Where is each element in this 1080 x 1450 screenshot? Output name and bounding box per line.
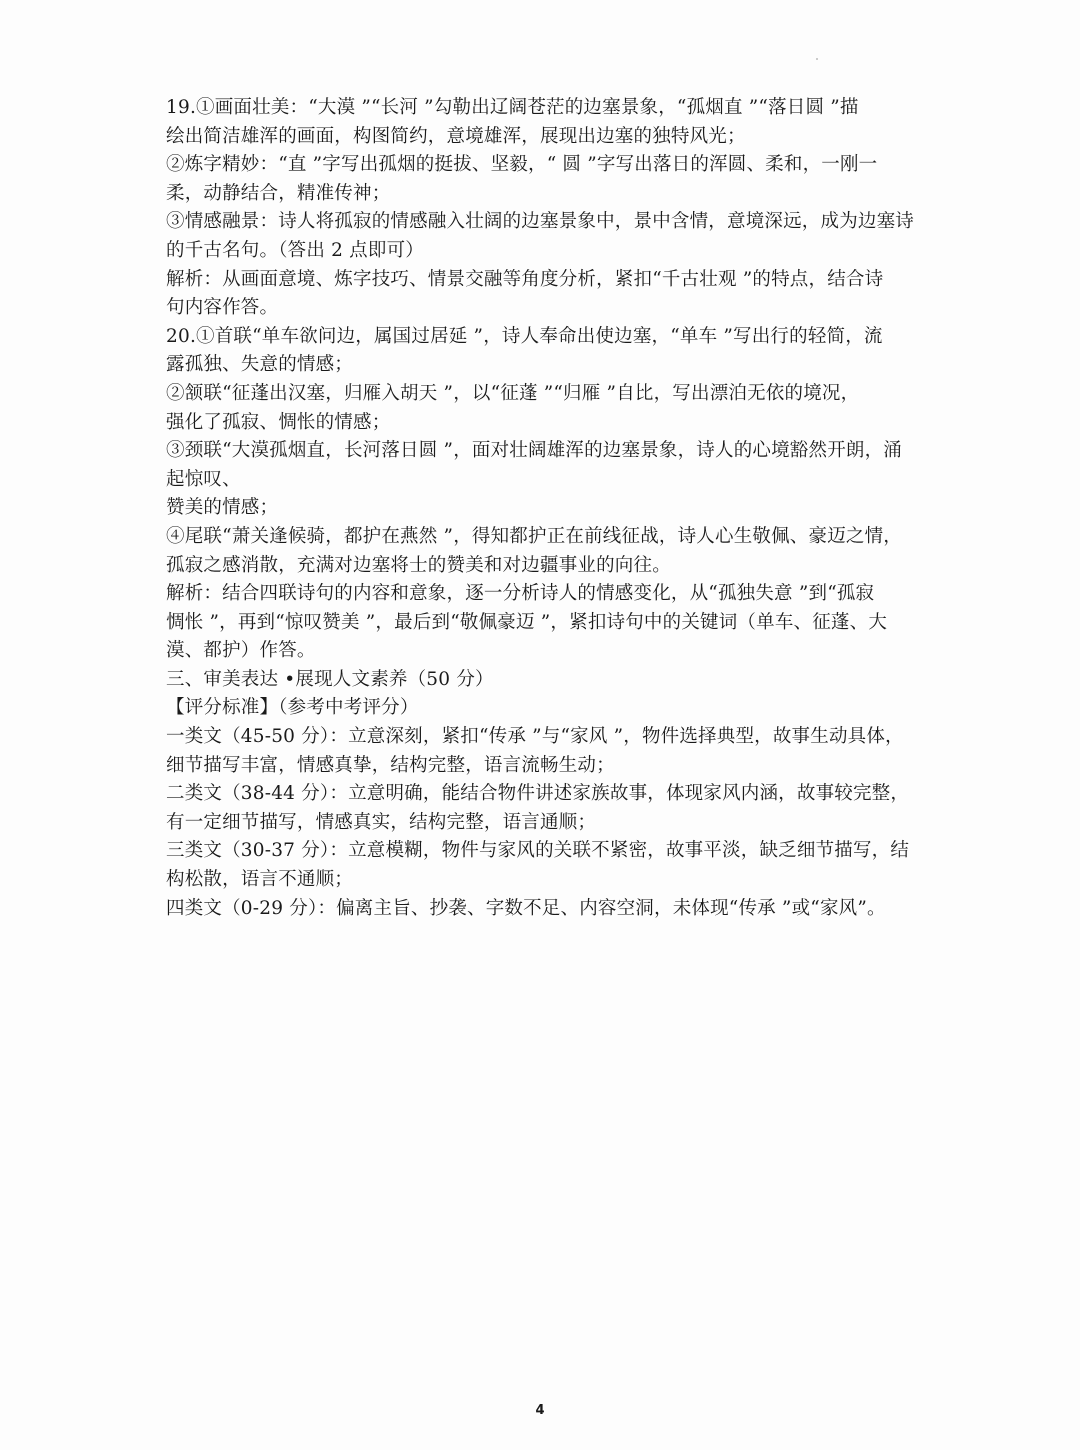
answer-key-text xyxy=(166,94,936,923)
text-line: ③颈联“大漠孤烟直，长河落日圆 ”，面对壮阔雄浑的边塞景象，诗人的心境豁然开朗，涌 xyxy=(166,440,902,462)
text-line: 绘出简洁雄浑的画面，构图简约，意境雄浑，展现出边塞的独特风光； xyxy=(166,125,746,147)
text-line: 露孤独、失意的情感； xyxy=(166,354,354,376)
text-line: 19.①画面壮美：“大漠 ”“长河 ”勾勒出辽阔苍茫的边塞景象，“孤烟直 ”“落日圆 ”描 xyxy=(166,97,859,118)
text-line: 句内容作答。 xyxy=(166,297,279,319)
text-line: ④尾联“萧关逢候骑，都护在燕然 ”，得知都护正在前线征战，诗人心生敬佩、豪迈之情， xyxy=(166,525,902,547)
text-line: ②颔联“征蓬出汉塞，归雁入胡天 ”，以“征蓬 ”“归雁 ”自比，写出漂泊无依的境况， xyxy=(166,382,860,404)
text-line: 20.①首联“单车欲问边，属国过居延 ”，诗人奉命出使边塞，“单车 ”写出行的轻简，流 xyxy=(166,325,883,347)
text-line: 孤寂之感消散，充满对边塞将士的赞美和对边疆事业的向往。 xyxy=(166,554,671,576)
text-line: 解析：从画面意境、炼字技巧、情景交融等角度分析，紧扣“千古壮观 ”的特点，结合诗 xyxy=(166,268,884,290)
text-line: 【评分标准】（参考中考评分） xyxy=(166,697,419,719)
text-line: 四类文（0-29 分）：偏离主旨、抄袭、字数不足、内容空洞，未体现“传承 ”或“家风”。 xyxy=(166,897,886,919)
text-line: 有一定细节描写，情感真实，结构完整，语言通顺； xyxy=(166,811,597,833)
text-line: 三类文（30-37 分）：立意模糊，物件与家风的关联不紧密，故事平淡，缺乏细节描写，结 xyxy=(166,840,910,862)
text-line: 细节描写丰富，情感真挚，结构完整，语言流畅生动； xyxy=(166,754,615,776)
text-line: 惆怅 ”，再到“惊叹赞美 ”，最后到“敬佩豪迈 ”，紧扣诗句中的关键词（单车、征蓬、大 xyxy=(166,611,888,633)
text-line: 赞美的情感； xyxy=(166,497,279,519)
text-line: ②炼字精妙：“直 ”字写出孤烟的挺拔、坚毅，“ 圆 ”字写出落日的浑圆、柔和，一刚一 xyxy=(166,154,878,176)
text-line: 柔，动静结合，精准传神； xyxy=(166,182,391,204)
page-number: 4 xyxy=(535,1403,545,1418)
text-line: 构松散，语言不通顺； xyxy=(166,869,354,891)
text-line: 强化了孤寂、惆怅的情感； xyxy=(166,411,391,433)
text-line: 三、审美表达 •展现人文素养（50 分） xyxy=(166,668,494,690)
text-line: ③情感融景：诗人将孤寂的情感融入壮阔的边塞景象中，景中含情，意境深远，成为边塞诗 xyxy=(166,211,915,233)
text-line: 二类文（38-44 分）：立意明确，能结合物件讲述家族故事，体现家风内涵，故事较完整， xyxy=(166,783,910,805)
text-line: 解析：结合四联诗句的内容和意象，逐一分析诗人的情感变化，从“孤独失意 ”到“孤寂 xyxy=(166,583,875,605)
scan-speck xyxy=(816,58,818,60)
text-line: 漠、都护）作答。 xyxy=(166,640,316,662)
text-line: 起惊叹、 xyxy=(166,468,241,490)
text-line: 的千古名句。（答出 2 点即可） xyxy=(166,239,424,261)
text-line: 一类文（45-50 分）：立意深刻，紧扣“传承 ”与“家风 ”，物件选择典型，故事生动具体， xyxy=(166,726,904,748)
